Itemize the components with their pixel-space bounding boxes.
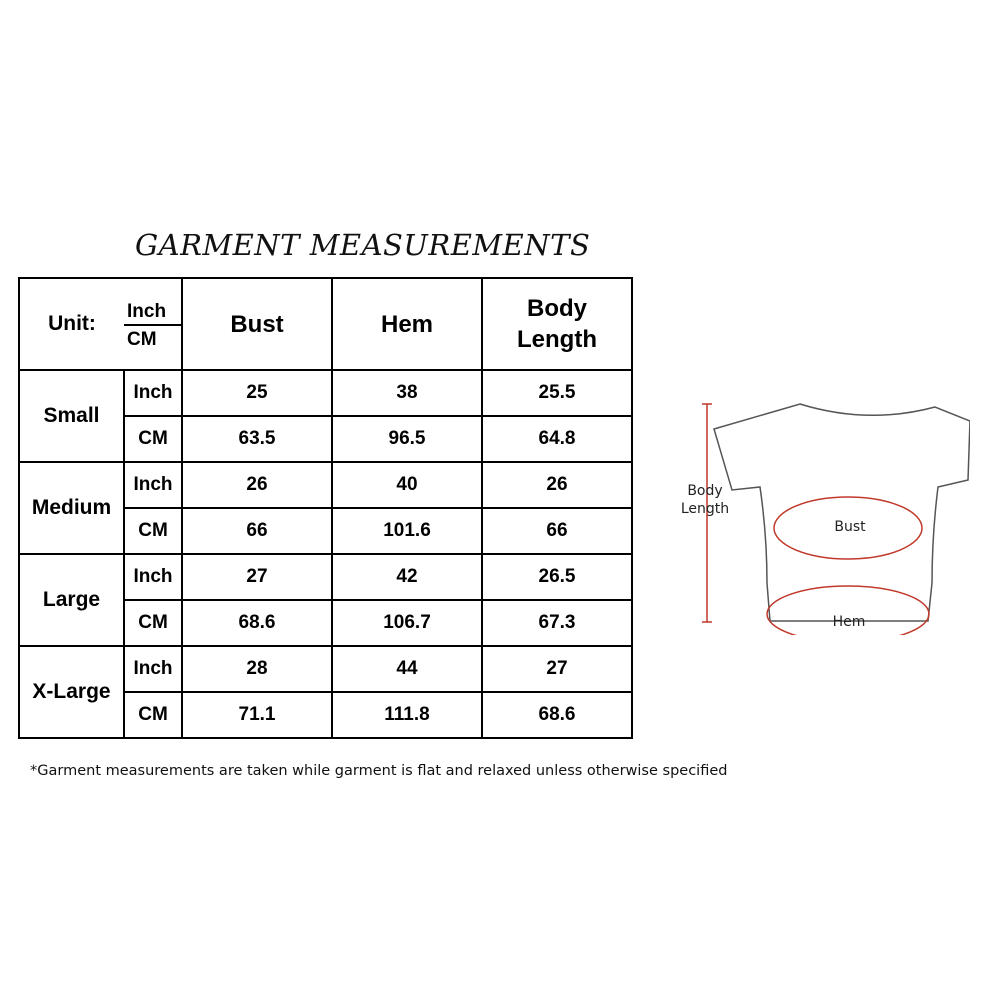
- size-chart-table: [18, 277, 633, 739]
- column-header-body-length-line1: Body: [527, 295, 587, 322]
- cell-hem: 101.6: [332, 508, 482, 554]
- cell-hem: 40: [332, 462, 482, 508]
- cell-bust: 66: [182, 508, 332, 554]
- row-unit: Inch: [124, 554, 182, 600]
- column-header-body-length: [482, 278, 632, 370]
- cell-bust: 25: [182, 370, 332, 416]
- cell-hem: 42: [332, 554, 482, 600]
- body-length-label-line2: Length: [680, 501, 730, 517]
- size-label-small: Small: [19, 370, 124, 462]
- body-length-label: [678, 482, 732, 518]
- page-title: GARMENT MEASUREMENTS: [135, 228, 591, 262]
- row-unit: Inch: [124, 370, 182, 416]
- cell-hem: 106.7: [332, 600, 482, 646]
- cell-body-length: 26.5: [482, 554, 632, 600]
- body-length-label-line1: Body: [687, 483, 723, 499]
- cell-body-length: 64.8: [482, 416, 632, 462]
- row-unit: Inch: [124, 462, 182, 508]
- row-unit: CM: [124, 600, 182, 646]
- cell-body-length: 66: [482, 508, 632, 554]
- cell-body-length: 25.5: [482, 370, 632, 416]
- table-row: [19, 462, 632, 508]
- garment-diagram: [670, 395, 970, 635]
- row-unit: CM: [124, 692, 182, 738]
- hem-label: Hem: [832, 614, 866, 630]
- cell-bust: 28: [182, 646, 332, 692]
- cell-hem: 44: [332, 646, 482, 692]
- size-label-large: Large: [19, 554, 124, 646]
- cell-hem: 96.5: [332, 416, 482, 462]
- cell-hem: 38: [332, 370, 482, 416]
- table-row: [19, 554, 632, 600]
- cell-bust: 71.1: [182, 692, 332, 738]
- cell-bust: 26: [182, 462, 332, 508]
- cell-bust: 27: [182, 554, 332, 600]
- cell-body-length: 26: [482, 462, 632, 508]
- size-label-medium: Medium: [19, 462, 124, 554]
- bust-label: Bust: [834, 519, 866, 535]
- size-label-x-large: X-Large: [19, 646, 124, 738]
- row-unit: Inch: [124, 646, 182, 692]
- table-row: [19, 370, 632, 416]
- row-unit: CM: [124, 508, 182, 554]
- column-header-body-length-line2: Length: [517, 326, 597, 353]
- unit-option-inch[interactable]: Inch: [127, 301, 167, 322]
- cell-body-length: 68.6: [482, 692, 632, 738]
- table-row: [19, 646, 632, 692]
- footnote: *Garment measurements are taken while garment is flat and relaxed unless otherwise specified: [30, 763, 728, 779]
- unit-label: Unit:: [19, 278, 124, 370]
- row-unit: CM: [124, 416, 182, 462]
- unit-divider: [124, 324, 181, 326]
- cell-body-length: 27: [482, 646, 632, 692]
- cell-body-length: 67.3: [482, 600, 632, 646]
- cell-bust: 68.6: [182, 600, 332, 646]
- header-row: [19, 278, 632, 370]
- unit-option-cm[interactable]: CM: [127, 329, 157, 350]
- cell-bust: 63.5: [182, 416, 332, 462]
- unit-switch[interactable]: [124, 278, 182, 370]
- cell-hem: 111.8: [332, 692, 482, 738]
- column-header-bust: Bust: [182, 278, 332, 370]
- column-header-hem: Hem: [332, 278, 482, 370]
